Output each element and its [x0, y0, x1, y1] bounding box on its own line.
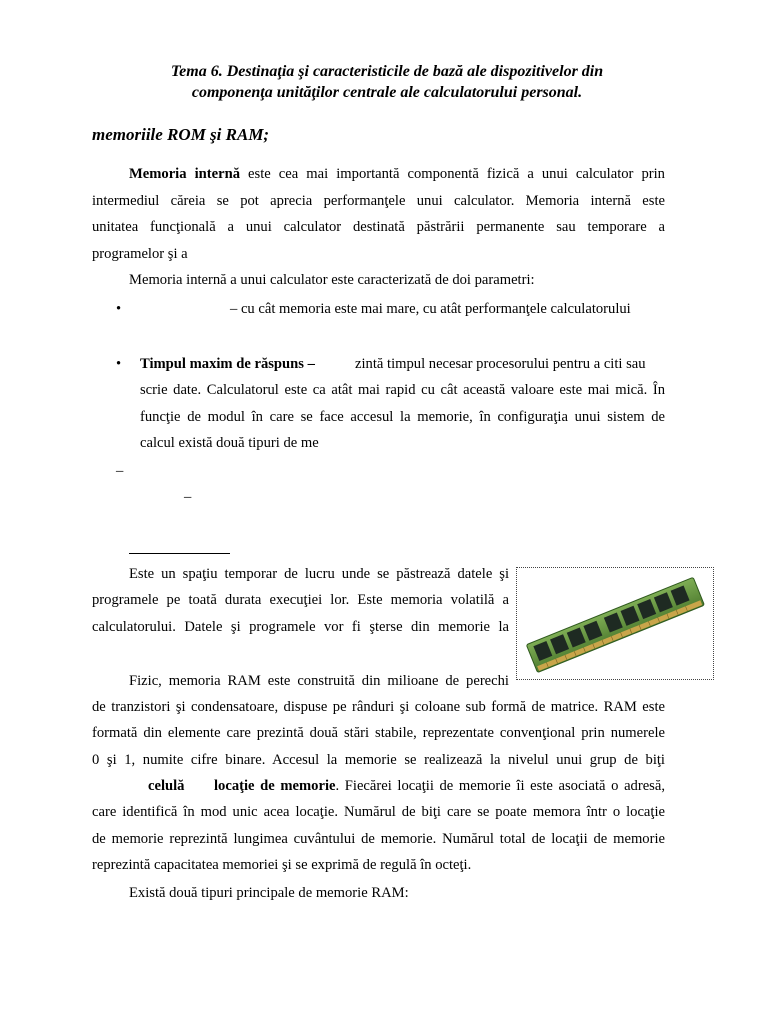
para1-line-1 [129, 165, 665, 183]
dash-2: – [184, 489, 192, 505]
para1-line-2: intermediul căreia se pot aprecia performanţele unui calculator. Memoria internă este [92, 193, 665, 209]
dash-1: – [116, 463, 124, 479]
title-line-1: Tema 6. Destinaţia şi caracteristicile de bază ale dispozitivelor din [170, 63, 604, 80]
phys-para-line-5 [214, 777, 665, 795]
bullet-2-line-4: calcul există două tipuri de me [140, 435, 319, 451]
ram-chips [533, 586, 689, 662]
section-heading: memoriile ROM şi RAM; [92, 125, 270, 144]
phys-para-line-5-text: . Fiecărei locaţii de memorie îi este asociată o adresă, [335, 778, 665, 794]
phys-para-line-8: reprezintă capacitatea memoriei şi se exprimă de regulă în octeţi. [92, 857, 472, 873]
bullet-2-symbol: • [116, 356, 122, 372]
ram-para-line-2: programele pe toată durata execuţiei lor. Este memoria volatilă a [92, 592, 509, 608]
para1-line-1-text: este cea mai importantă componentă fizică a unui calculator prin [240, 166, 665, 182]
para2-line: Memoria internă a unui calculator este caracterizată de doi parametri: [129, 272, 535, 288]
phys-para-line-1: Fizic, memoria RAM este construită din milioane de perechi [129, 673, 509, 689]
ram-para-line-3: calculatorului. Datele şi programele vor fi şterse din memorie la [92, 619, 509, 635]
title-line-2: componenţa unităţilor centrale ale calculatorului personal. [191, 84, 583, 101]
heading-underline [129, 553, 230, 554]
ram-para-line-1: Este un spaţiu temporar de lucru unde se păstrează datele şi [129, 566, 509, 582]
phys-para-line-4: 0 şi 1, numite cifre binare. Accesul la memorie se realizează la nivelul unui grup de biţi [92, 752, 665, 768]
phys-para-line-2: de tranzistori şi condensatoare, dispuse pe rânduri şi coloane sub formă de matrice. RAM este [92, 699, 665, 715]
celula-text: celulă [148, 778, 185, 794]
para1-line-3: unitatea funcţională a unui calculator destinată păstrării permanente sau temporare a [92, 219, 665, 235]
bullet-2-line-1-text: zintă timpul necesar procesorului pentru a citi sau [355, 356, 646, 372]
page-title [92, 61, 682, 103]
bullet-1-text: – cu cât memoria este mai mare, cu atât performanţele calculatorului [230, 301, 631, 317]
ram-module-icon [517, 568, 713, 679]
bullet-2-bold [140, 355, 315, 373]
phys-para-line-7: de memorie reprezintă lungimea cuvântului de memorie. Numărul total de locaţii de memorie [92, 831, 665, 847]
timpul-maxim-bold: Timpul maxim de răspuns – [140, 356, 315, 372]
para1-line-4: programelor şi a [92, 246, 188, 262]
locatie-memorie-bold: locaţie de memorie [214, 778, 336, 794]
ram-module-image [516, 567, 714, 680]
phys-para-line-3: formată din elemente care prezintă două stări stabile, reprezentate convenţional prin numerele [92, 725, 665, 741]
celula-bold [148, 777, 184, 795]
memoria-interna-bold: Memoria internă [129, 166, 240, 182]
phys-para-line-6: care identifică în mod unic acea locaţie. Numărul de biţi care se poate memora într o locaţie [92, 804, 665, 820]
bullet-2-line-3: funcţie de modul în care se face accesul la memorie, în configuraţia unui sistem de [140, 409, 665, 425]
bullet-1-symbol: • [116, 301, 122, 317]
bullet-2-line-2: scrie date. Calculatorul este ca atât mai rapid cu cât această valoare este mai mică. În [140, 382, 665, 398]
last-para-line: Există două tipuri principale de memorie RAM: [129, 885, 409, 901]
